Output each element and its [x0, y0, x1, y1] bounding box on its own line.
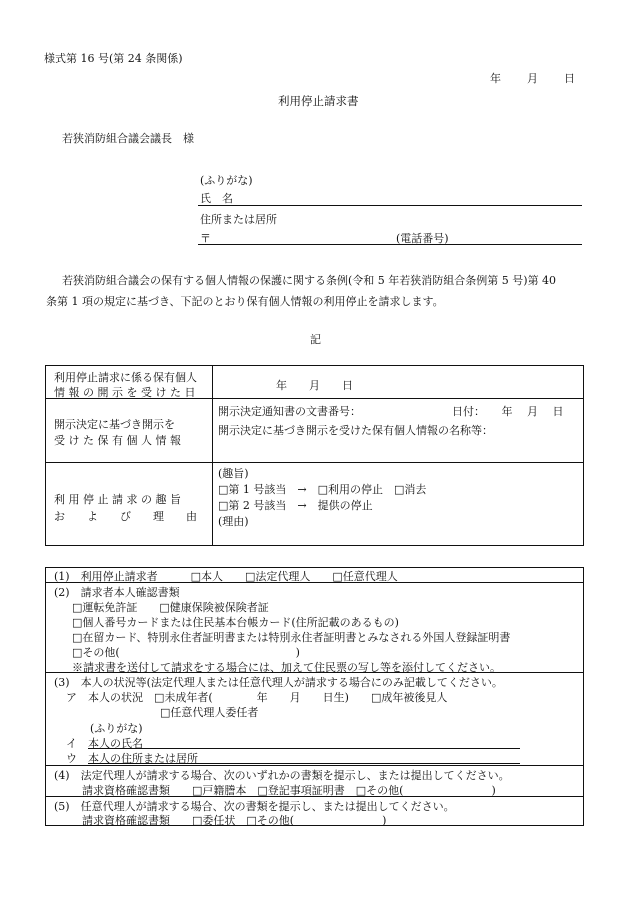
principal-name-underline [88, 748, 520, 749]
row3-label-1: 利 用 停 止 請 求 の 趣 旨 [54, 493, 181, 506]
date-line [490, 70, 575, 86]
section3-status: ア 本人の状況 □未成年者( 年 月 日生) □成年被後見人 [66, 691, 448, 704]
row2-label-1: 開示決定に基づき開示を [54, 418, 175, 431]
section2-doc-d: □その他( ) [72, 646, 300, 659]
section2-title: (2) 請求者本人確認書類 [54, 586, 180, 599]
row3-option-1: □第 1 号該当 → □利用の停止 □消去 [218, 483, 427, 496]
section3-furigana: (ふりがな) [90, 722, 143, 735]
page-title: 利用停止請求書 [278, 94, 359, 108]
section1-requester: (1) 利用停止請求者 □本人 □法定代理人 □任意代理人 [54, 570, 398, 583]
row2-date: 日付： 年 月 日 [452, 405, 564, 418]
row2-doc-number: 開示決定通知書の文書番号： [218, 405, 361, 418]
section5-title: (5) 任意代理人が請求する場合、次の書類を提示し、または提出してください。 [54, 800, 455, 813]
intro-line-2: 条第 1 項の規定に基づき、下記のとおり保有個人情報の利用停止を請求します。 [46, 295, 444, 308]
intro-line-1: 若狭消防組合議会の保有する個人情報の保護に関する条例(令和 5 年若狭消防組合条例第 5 号)第 40 [62, 274, 557, 287]
section4-title: (4) 法定代理人が請求する場合、次のいずれかの書類を提示し、または提出してください。 [54, 769, 510, 782]
row3-option-2: □第 2 号該当 → 提供の停止 [218, 499, 373, 512]
table1-divider [212, 365, 213, 546]
row3-purpose: (趣旨) [218, 467, 249, 480]
section4-docs: 請求資格確認書類 □戸籍謄本 □登記事項証明書 □その他( ) [82, 784, 496, 797]
row3-label-2: お よ び 理 由 [54, 510, 197, 523]
section3-title: (3) 本人の状況等(法定代理人または任意代理人が請求する場合にのみ記載してください。 [54, 676, 503, 689]
row3-reason: (理由) [218, 515, 249, 528]
section3-principal-address: ウ 本人の住所または居所 [66, 752, 198, 765]
row2-label-2: 受 け た 保 有 個 人 情 報 [54, 434, 181, 447]
row1-date-value: 年 月 日 [276, 379, 353, 392]
section2-note: ※請求書を送付して請求をする場合には、加えて住民票の写し等を添付してください。 [72, 661, 501, 674]
row1-label-1: 利用停止請求に係る保有個人 [54, 371, 197, 384]
ki-mark: 記 [310, 333, 321, 346]
addressee: 若狭消防組合議会議長 様 [62, 132, 194, 145]
phone-label: (電話番号) [396, 232, 449, 245]
address-underline [198, 244, 582, 245]
section2-doc-c: □在留カード、特別永住者証明書または特別永住者証明書とみなされる外国人登録証明書 [72, 631, 511, 644]
principal-address-underline [88, 763, 520, 764]
row1-label-2: 情 報 の 開 示 を 受 け た 日 [54, 386, 196, 399]
row2-info-name: 開示決定に基づき開示を受けた保有個人情報の名称等： [218, 424, 493, 437]
name-underline [198, 205, 582, 206]
section3-principal-name: イ 本人の氏名 [66, 737, 143, 750]
requester-furigana-label: (ふりがな) [200, 174, 253, 187]
section2-doc-a: □運転免許証 □健康保険被保険者証 [72, 601, 269, 614]
section3-status-2: □任意代理人委任者 [160, 706, 259, 719]
section2-doc-b: □個人番号カードまたは住民基本台帳カード(住所記載のあるもの) [72, 616, 399, 629]
date-year: 年 [490, 72, 501, 85]
date-month: 月 [527, 72, 538, 85]
postal-mark: 〒 [200, 232, 211, 245]
section5-docs: 請求資格確認書類 □委任状 □その他( ) [82, 814, 387, 827]
date-day: 日 [564, 72, 575, 85]
table1-row-sep-2 [45, 462, 584, 463]
form-number: 様式第 16 号(第 24 条関係) [44, 52, 183, 65]
requester-name-label: 氏 名 [200, 192, 233, 205]
requester-address-label: 住所または居所 [200, 213, 277, 226]
